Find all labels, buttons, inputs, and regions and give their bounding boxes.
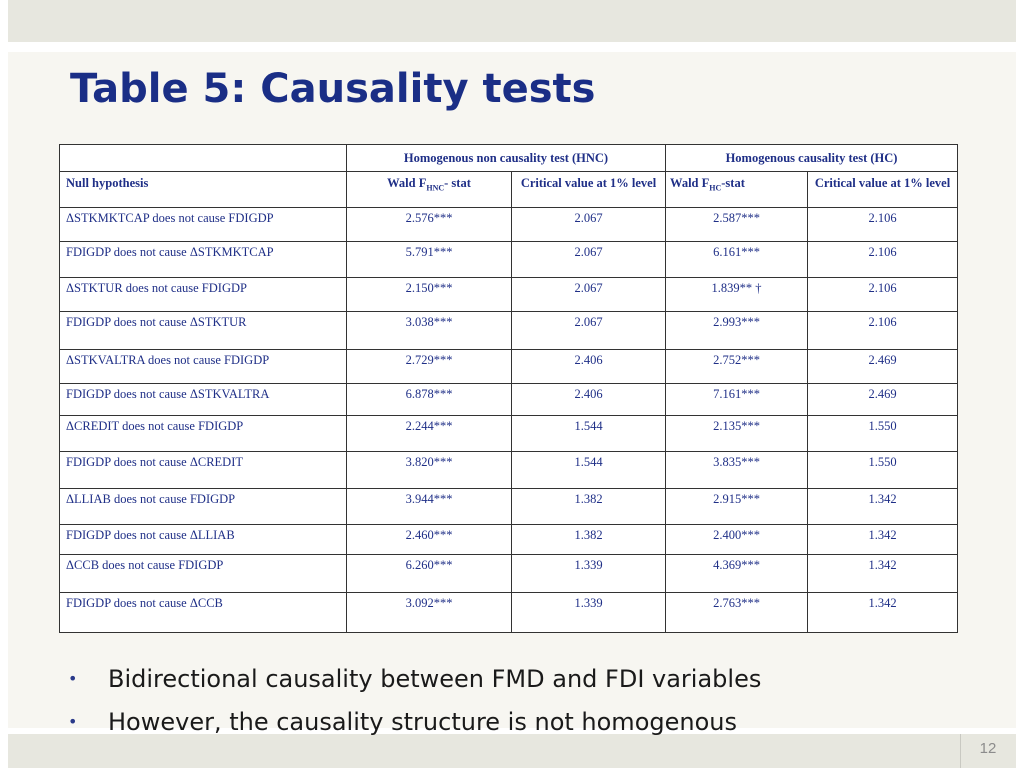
critical-hc-cell: 1.342 xyxy=(808,489,958,525)
slide-title: Table 5: Causality tests xyxy=(70,66,596,112)
critical-hc-cell: 1.550 xyxy=(808,416,958,452)
wald-hnc-cell: 2.729*** xyxy=(347,350,512,384)
critical-hc-cell: 2.106 xyxy=(808,242,958,278)
page-number: 12 xyxy=(979,740,997,757)
critical-hnc-cell: 1.382 xyxy=(512,525,666,555)
wald-hc-cell: 2.915*** xyxy=(666,489,808,525)
critical-hnc-cell: 2.067 xyxy=(512,278,666,312)
null-hypothesis-cell: ΔSTKMKTCAP does not cause FDIGDP xyxy=(60,208,347,242)
causality-table xyxy=(59,144,958,633)
wald-hc-cell: 2.763*** xyxy=(666,593,808,633)
wald-hnc-cell: 2.150*** xyxy=(347,278,512,312)
table-row xyxy=(60,593,958,633)
hc-group-header: Homogenous causality test (HC) xyxy=(666,145,958,172)
column-header-row xyxy=(60,172,958,208)
wald-hnc-cell: 2.576*** xyxy=(347,208,512,242)
null-hypothesis-cell: FDIGDP does not cause ΔSTKTUR xyxy=(60,312,347,350)
wald-hc-cell: 2.135*** xyxy=(666,416,808,452)
critical-hc-cell: 1.550 xyxy=(808,452,958,489)
null-hypothesis-cell: FDIGDP does not cause ΔSTKVALTRA xyxy=(60,384,347,416)
critical-value-hc-header: Critical value at 1% level xyxy=(808,172,958,208)
wald-hnc-cell: 6.260*** xyxy=(347,555,512,593)
bullet-icon: • xyxy=(68,669,78,688)
table-row xyxy=(60,555,958,593)
wald-hnc-cell: 3.944*** xyxy=(347,489,512,525)
null-hypothesis-cell: FDIGDP does not cause ΔCREDIT xyxy=(60,452,347,489)
hnc-group-header: Homogenous non causality test (HNC) xyxy=(347,145,666,172)
critical-value-hnc-header: Critical value at 1% level xyxy=(512,172,666,208)
wald-hc-cell: 1.839** † xyxy=(666,278,808,312)
table-row xyxy=(60,452,958,489)
null-hypothesis-cell: FDIGDP does not cause ΔCCB xyxy=(60,593,347,633)
table-row xyxy=(60,242,958,278)
table-row xyxy=(60,384,958,416)
null-hypothesis-cell: FDIGDP does not cause ΔLLIAB xyxy=(60,525,347,555)
wald-hc-cell: 7.161*** xyxy=(666,384,808,416)
null-hypothesis-cell: ΔCREDIT does not cause FDIGDP xyxy=(60,416,347,452)
critical-hnc-cell: 2.067 xyxy=(512,312,666,350)
bullet-text: However, the causality structure is not homogenous xyxy=(108,708,737,736)
bullet-icon: • xyxy=(68,712,78,731)
table-row xyxy=(60,208,958,242)
bullet-text: Bidirectional causality between FMD and FDI variables xyxy=(108,665,762,693)
wald-hc-cell: 2.752*** xyxy=(666,350,808,384)
null-hypothesis-cell: FDIGDP does not cause ΔSTKMKTCAP xyxy=(60,242,347,278)
wald-hnc-cell: 2.244*** xyxy=(347,416,512,452)
critical-hnc-cell: 1.382 xyxy=(512,489,666,525)
wald-hnc-header: Wald $F_{HNC}-$ stat xyxy=(347,172,512,208)
top-band xyxy=(8,0,1016,42)
wald-hc-cell: 2.993*** xyxy=(666,312,808,350)
null-hypothesis-cell: ΔSTKTUR does not cause FDIGDP xyxy=(60,278,347,312)
wald-hc-cell: 2.400*** xyxy=(666,525,808,555)
group-header-row xyxy=(60,145,958,172)
wald-hnc-cell: 3.092*** xyxy=(347,593,512,633)
critical-hnc-cell: 1.339 xyxy=(512,555,666,593)
empty-header-cell xyxy=(60,145,347,172)
critical-hc-cell: 2.106 xyxy=(808,278,958,312)
null-hypothesis-header: Null hypothesis xyxy=(60,172,347,208)
critical-hc-cell: 2.469 xyxy=(808,350,958,384)
bullet-item xyxy=(68,703,948,746)
null-hypothesis-cell: ΔLLIAB does not cause FDIGDP xyxy=(60,489,347,525)
critical-hc-cell: 1.342 xyxy=(808,525,958,555)
wald-hnc-cell: 3.820*** xyxy=(347,452,512,489)
table-row xyxy=(60,312,958,350)
wald-hc-cell: 4.369*** xyxy=(666,555,808,593)
wald-hnc-cell: 6.878*** xyxy=(347,384,512,416)
critical-hc-cell: 2.106 xyxy=(808,208,958,242)
wald-hnc-cell: 2.460*** xyxy=(347,525,512,555)
wald-hc-cell: 6.161*** xyxy=(666,242,808,278)
wald-hnc-cell: 3.038*** xyxy=(347,312,512,350)
critical-hnc-cell: 2.067 xyxy=(512,242,666,278)
table-row xyxy=(60,489,958,525)
critical-hnc-cell: 1.544 xyxy=(512,416,666,452)
null-hypothesis-cell: ΔCCB does not cause FDIGDP xyxy=(60,555,347,593)
table-row xyxy=(60,416,958,452)
table-row xyxy=(60,525,958,555)
critical-hnc-cell: 2.406 xyxy=(512,384,666,416)
critical-hc-cell: 2.106 xyxy=(808,312,958,350)
page-number-divider xyxy=(960,734,961,768)
wald-hc-cell: 2.587*** xyxy=(666,208,808,242)
critical-hc-cell: 2.469 xyxy=(808,384,958,416)
critical-hc-cell: 1.342 xyxy=(808,593,958,633)
critical-hnc-cell: 2.406 xyxy=(512,350,666,384)
critical-hnc-cell: 1.339 xyxy=(512,593,666,633)
wald-hc-cell: 3.835*** xyxy=(666,452,808,489)
table-row xyxy=(60,278,958,312)
bullet-item xyxy=(68,660,948,703)
critical-hnc-cell: 2.067 xyxy=(512,208,666,242)
critical-hc-cell: 1.342 xyxy=(808,555,958,593)
table-row xyxy=(60,350,958,384)
bullet-list xyxy=(68,660,948,746)
critical-hnc-cell: 1.544 xyxy=(512,452,666,489)
wald-hnc-cell: 5.791*** xyxy=(347,242,512,278)
null-hypothesis-cell: ΔSTKVALTRA does not cause FDIGDP xyxy=(60,350,347,384)
wald-hc-header: Wald $F_{HC}$-stat xyxy=(666,172,808,208)
